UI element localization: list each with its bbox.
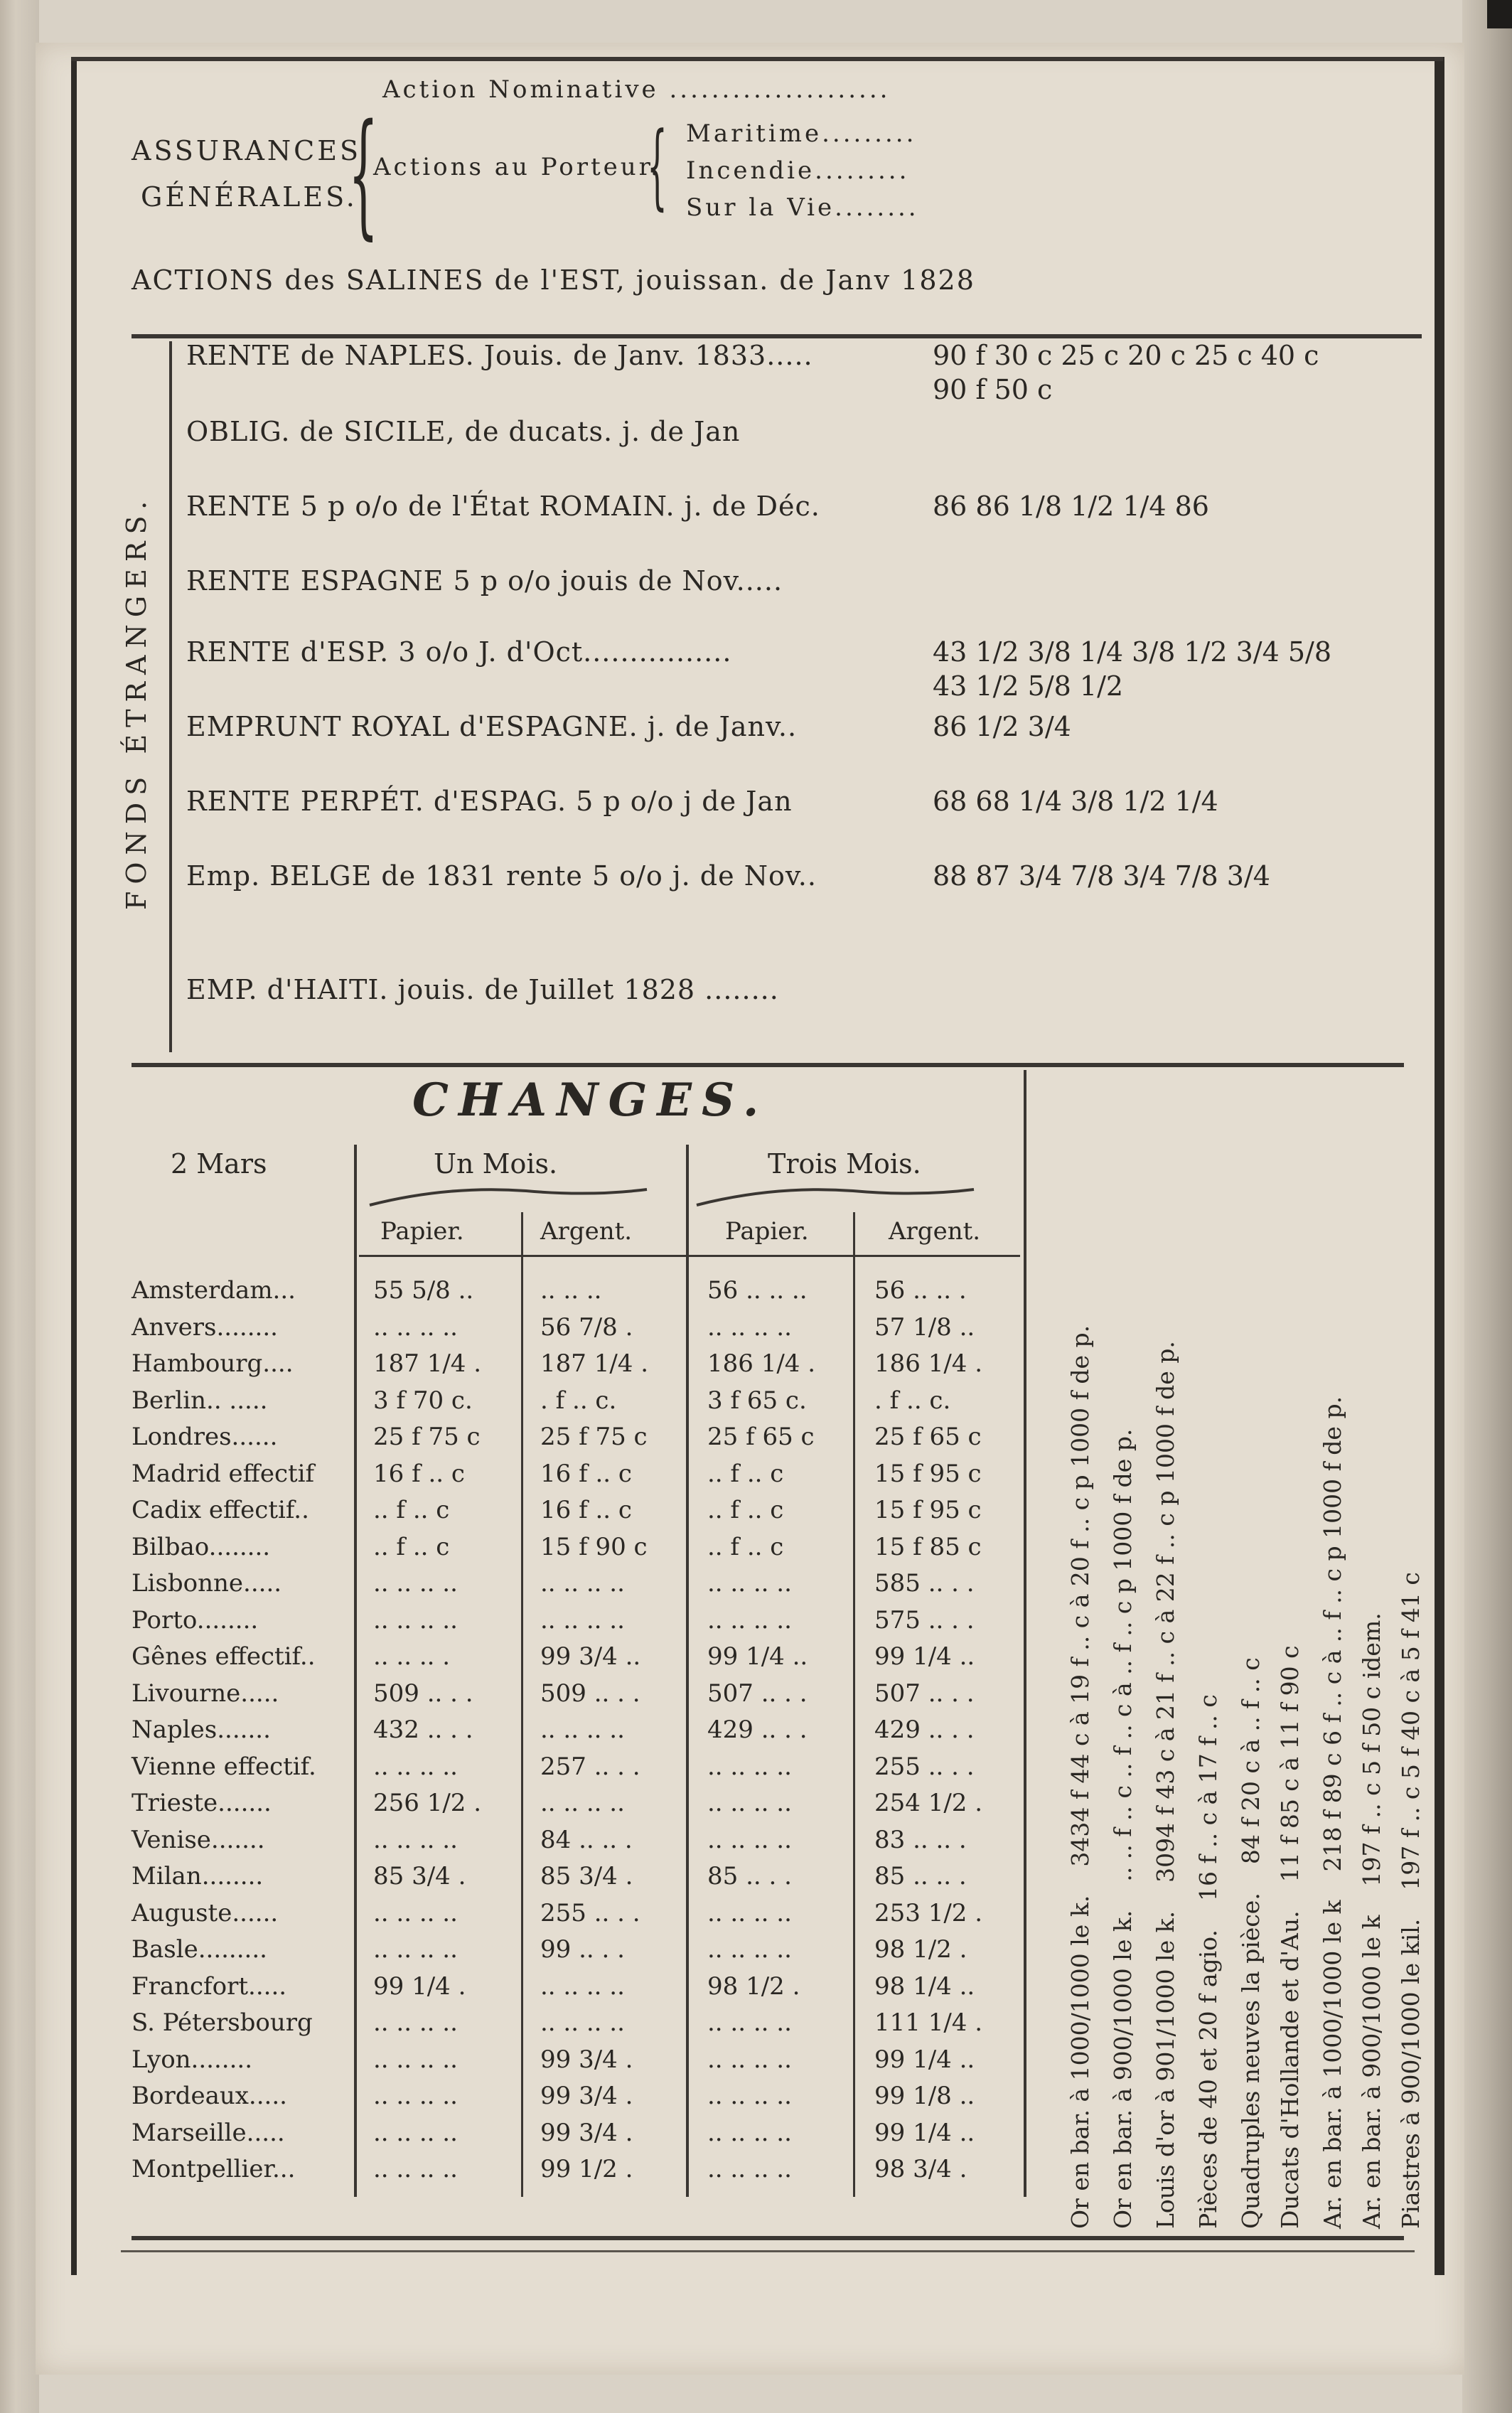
change-row-papier: 509 .. . . xyxy=(373,1679,473,1708)
metal-value: 84 f 20 c à .. f .. c xyxy=(1237,1657,1265,1865)
change-row-papier: 507 .. . . xyxy=(707,1679,808,1708)
change-row-argent: 253 1/2 . xyxy=(874,1899,983,1927)
change-row-argent: 99 1/4 .. xyxy=(874,1642,975,1671)
metal-label: Quadruples neuves la pièce. xyxy=(1237,1893,1265,2229)
fonds-row-values: 86 1/2 3/4 xyxy=(933,711,1071,742)
change-row-papier: .. f .. c xyxy=(373,1496,450,1524)
change-row-city: Anvers........ xyxy=(132,1313,278,1342)
fonds-row-values: 90 f 30 c 25 c 20 c 25 c 40 c xyxy=(933,340,1319,371)
sur-la-vie: Sur la Vie........ xyxy=(686,193,919,222)
change-row-papier: .. f .. c xyxy=(373,1533,450,1561)
change-row-papier: .. .. .. .. xyxy=(707,2045,792,2074)
change-row-argent: .. .. .. .. xyxy=(540,1716,625,1744)
metal-label: Ar. en bar. à 1000/1000 le k xyxy=(1319,1900,1346,2229)
fonds-row-label: RENTE de NAPLES. Jouis. de Janv. 1833..... xyxy=(186,340,813,371)
metal-value: 11 f 85 c à 11 f 90 c xyxy=(1276,1645,1304,1883)
change-row-papier: 187 1/4 . xyxy=(373,1349,482,1378)
trois-mois-header: Trois Mois. xyxy=(768,1148,921,1179)
metal-label: Piastres à 900/1000 le kil. xyxy=(1397,1918,1425,2229)
change-row-argent: 15 f 90 c xyxy=(540,1533,648,1561)
change-row-city: Gênes effectif.. xyxy=(132,1642,316,1671)
change-row-argent: . f .. c. xyxy=(540,1386,617,1415)
change-row-papier: 56 .. .. .. xyxy=(707,1276,808,1305)
metal-value: 197 f .. c 5 f 50 c idem. xyxy=(1358,1612,1385,1887)
change-row-argent: 98 1/2 . xyxy=(874,1935,967,1964)
change-row-argent: 507 .. . . xyxy=(874,1679,975,1708)
col-sep-3 xyxy=(853,1212,855,2197)
change-row-argent: 98 3/4 . xyxy=(874,2155,967,2183)
change-row-papier: .. .. .. .. xyxy=(707,1753,792,1781)
fonds-row-label: RENTE 5 p o/o de l'État ROMAIN. j. de Déc. xyxy=(186,491,820,522)
fonds-row-label: EMPRUNT ROYAL d'ESPAGNE. j. de Janv.. xyxy=(186,711,798,742)
change-row-argent: 99 1/8 .. xyxy=(874,2082,975,2110)
metal-line xyxy=(1109,1429,1137,2229)
change-row-papier: 432 .. . . xyxy=(373,1716,473,1744)
change-row-papier: .. .. .. .. xyxy=(707,1899,792,1927)
metal-label: Or en bar. à 900/1000 le k. xyxy=(1109,1910,1137,2229)
change-row-papier: .. .. .. .. xyxy=(707,1313,792,1342)
change-row-argent: 99 1/4 .. xyxy=(874,2045,975,2074)
metal-line xyxy=(1066,1325,1094,2229)
maritime: Maritime......... xyxy=(686,119,917,148)
change-row-papier: .. f .. c xyxy=(707,1533,784,1561)
change-row-argent: 186 1/4 . xyxy=(874,1349,983,1378)
change-row-papier: .. .. .. .. xyxy=(707,1789,792,1817)
change-row-papier: 256 1/2 . xyxy=(373,1789,482,1817)
change-row-argent: 99 3/4 . xyxy=(540,2119,633,2147)
fonds-row-label: RENTE ESPAGNE 5 p o/o jouis de Nov..... xyxy=(186,565,783,596)
change-row-city: Montpellier... xyxy=(132,2155,296,2183)
change-row-argent: . f .. c. xyxy=(874,1386,951,1415)
change-row-papier: 85 .. . . xyxy=(707,1862,792,1890)
metal-line xyxy=(1358,1612,1385,2229)
change-row-city: Venise....... xyxy=(132,1826,265,1854)
change-row-city: Hambourg.... xyxy=(132,1349,294,1378)
change-row-papier: 429 .. . . xyxy=(707,1716,808,1744)
change-row-argent: 99 1/4 .. xyxy=(874,2119,975,2147)
change-row-papier: 99 1/4 . xyxy=(373,1972,466,2001)
change-row-city: S. Pétersbourg xyxy=(132,2008,313,2037)
col-sep-2 xyxy=(686,1145,689,2197)
metal-value: .. .. f .. c .. f .. c à .. f .. c p 1000 f de p. xyxy=(1109,1428,1137,1882)
change-row-argent: 99 3/4 . xyxy=(540,2082,633,2110)
col-sep-city xyxy=(354,1145,357,2197)
brace-left: { xyxy=(348,95,379,252)
change-row-argent: 254 1/2 . xyxy=(874,1789,983,1817)
rule-bottom-2 xyxy=(121,2250,1415,2252)
change-row-papier: .. .. .. .. xyxy=(373,2008,458,2037)
change-row-argent: .. .. .. .. xyxy=(540,1789,625,1817)
change-row-argent: 575 .. . . xyxy=(874,1606,975,1634)
metal-label: Louis d'or à 901/1000 le k. xyxy=(1152,1910,1179,2229)
change-row-papier: .. .. .. .. xyxy=(373,1826,458,1854)
change-row-papier: .. .. .. .. xyxy=(373,1606,458,1634)
change-row-city: Auguste...... xyxy=(132,1899,279,1927)
change-row-argent: 99 .. . . xyxy=(540,1935,625,1964)
change-row-city: Milan........ xyxy=(132,1862,264,1890)
fonds-row-values: 43 1/2 3/8 1/4 3/8 1/2 3/4 5/8 xyxy=(933,636,1332,668)
changes-title: CHANGES. xyxy=(412,1074,769,1127)
change-row-argent: .. .. .. .. xyxy=(540,1569,625,1598)
change-row-city: Bilbao........ xyxy=(132,1533,271,1561)
change-row-city: Amsterdam... xyxy=(132,1276,296,1305)
change-row-papier: .. f .. c xyxy=(707,1496,784,1524)
fonds-row-values-2: 90 f 50 c xyxy=(933,374,1053,405)
change-row-city: Porto........ xyxy=(132,1606,259,1634)
col-sep-1 xyxy=(521,1212,523,2197)
action-nominative: Action Nominative ..................... xyxy=(382,75,891,104)
fonds-row-label: RENTE d'ESP. 3 o/o J. d'Oct................ xyxy=(186,636,732,668)
change-row-argent: 257 .. . . xyxy=(540,1753,640,1781)
change-row-papier: 3 f 70 c. xyxy=(373,1386,473,1415)
incendie: Incendie......... xyxy=(686,156,910,185)
change-row-papier: 25 f 65 c xyxy=(707,1423,815,1451)
assurances-label-1: ASSURANCES xyxy=(132,135,362,166)
top-rule xyxy=(71,57,1443,61)
change-row-argent: 83 .. .. . xyxy=(874,1826,967,1854)
metal-value: 3434 f 44 c à 19 f .. c à 20 f .. c p 1000 f de p. xyxy=(1066,1325,1094,1867)
change-row-papier: .. .. .. . xyxy=(373,1642,451,1671)
change-row-papier: .. .. .. .. xyxy=(373,2082,458,2110)
change-row-papier: .. .. .. .. xyxy=(707,1569,792,1598)
change-row-papier: .. .. .. .. xyxy=(373,2045,458,2074)
change-row-papier: 16 f .. c xyxy=(373,1460,465,1488)
change-row-argent: 98 1/4 .. xyxy=(874,1972,975,2001)
rule-bottom xyxy=(132,2236,1404,2240)
change-row-papier: .. .. .. .. xyxy=(707,1606,792,1634)
change-row-argent: 15 f 95 c xyxy=(874,1496,982,1524)
change-row-papier: .. .. .. .. xyxy=(707,2008,792,2037)
change-row-papier: .. .. .. .. xyxy=(373,1899,458,1927)
change-row-argent: 25 f 75 c xyxy=(540,1423,648,1451)
change-row-papier: .. .. .. .. xyxy=(373,1753,458,1781)
change-row-city: Lisbonne..... xyxy=(132,1569,282,1598)
rule-changes-top xyxy=(132,1063,1404,1067)
rule-col-header xyxy=(359,1255,1020,1257)
change-row-city: Naples....... xyxy=(132,1716,271,1744)
change-row-argent: 99 1/2 . xyxy=(540,2155,633,2183)
change-row-papier: .. .. .. .. xyxy=(373,1569,458,1598)
change-row-argent: 255 .. . . xyxy=(874,1753,975,1781)
change-row-papier: 55 5/8 .. xyxy=(373,1276,474,1305)
col-argent-1: Argent. xyxy=(540,1217,633,1246)
change-row-city: Basle......... xyxy=(132,1935,267,1964)
metal-value: 16 f .. c à 17 f .. c xyxy=(1194,1694,1222,1902)
change-row-argent: 99 3/4 .. xyxy=(540,1642,641,1671)
change-row-argent: 255 .. . . xyxy=(540,1899,640,1927)
change-row-city: Bordeaux..... xyxy=(132,2082,287,2110)
fonds-etrangers-label: FONDS ÉTRANGERS. xyxy=(121,493,152,910)
change-row-papier: .. .. .. .. xyxy=(707,2119,792,2147)
change-row-argent: 187 1/4 . xyxy=(540,1349,649,1378)
metal-line xyxy=(1237,1657,1265,2229)
fonds-row-label: OBLIG. de SICILE, de ducats. j. de Jan xyxy=(186,416,741,447)
change-row-argent: 16 f .. c xyxy=(540,1496,632,1524)
fonds-row-values: 86 86 1/8 1/2 1/4 86 xyxy=(933,491,1209,522)
change-row-city: Berlin.. ..... xyxy=(132,1386,268,1415)
change-row-city: Trieste....... xyxy=(132,1789,272,1817)
change-row-city: Madrid effectif xyxy=(132,1460,315,1488)
fonds-vertical-rule xyxy=(169,341,172,1052)
metal-label: Ar. en bar. à 900/1000 le k xyxy=(1358,1915,1385,2229)
change-row-argent: 509 .. . . xyxy=(540,1679,640,1708)
change-row-papier: 98 1/2 . xyxy=(707,1972,800,2001)
book-gutter xyxy=(0,0,39,2413)
metal-value: 3094 f 43 c à 21 f .. c à 22 f .. c p 1000 f de p. xyxy=(1152,1341,1179,1883)
change-row-argent: 15 f 85 c xyxy=(874,1533,982,1561)
change-row-papier: .. .. .. .. xyxy=(373,2119,458,2147)
change-row-city: Cadix effectif.. xyxy=(132,1496,309,1524)
metal-line xyxy=(1276,1645,1304,2229)
change-row-city: Lyon........ xyxy=(132,2045,253,2074)
change-row-city: Vienne effectif. xyxy=(132,1753,316,1781)
change-row-argent: .. .. .. .. xyxy=(540,1606,625,1634)
book-spine xyxy=(1462,0,1512,2413)
change-row-argent: 585 .. . . xyxy=(874,1569,975,1598)
change-row-papier: 3 f 65 c. xyxy=(707,1386,807,1415)
change-row-argent: 85 .. .. . xyxy=(874,1862,967,1890)
salines: ACTIONS des SALINES de l'EST, jouissan. de Janv 1828 xyxy=(132,264,975,296)
rule-fonds-top xyxy=(132,334,1422,338)
metal-label: Ducats d'Hollande et d'Au. xyxy=(1276,1910,1304,2229)
change-row-argent: .. .. .. .. xyxy=(540,1972,625,2001)
change-row-papier: .. .. .. .. xyxy=(707,2155,792,2183)
change-row-argent: 85 3/4 . xyxy=(540,1862,633,1890)
fonds-row-values: 88 87 3/4 7/8 3/4 7/8 3/4 xyxy=(933,860,1270,892)
fonds-row-values: 68 68 1/4 3/8 1/2 1/4 xyxy=(933,786,1218,817)
change-row-argent: 56 .. .. . xyxy=(874,1276,967,1305)
change-row-papier: 186 1/4 . xyxy=(707,1349,816,1378)
metal-label: Pièces de 40 et 20 f agio. xyxy=(1194,1930,1222,2229)
change-row-papier: .. .. .. .. xyxy=(373,1313,458,1342)
change-row-argent: 15 f 95 c xyxy=(874,1460,982,1488)
metal-line xyxy=(1319,1396,1346,2229)
change-row-papier: .. .. .. .. xyxy=(373,1935,458,1964)
metal-line xyxy=(1397,1572,1425,2229)
fonds-row-values-2: 43 1/2 5/8 1/2 xyxy=(933,670,1124,702)
change-row-argent: 99 3/4 . xyxy=(540,2045,633,2074)
un-mois-header: Un Mois. xyxy=(434,1148,558,1179)
change-row-city: Marseille..... xyxy=(132,2119,285,2147)
actions-porteur: Actions au Porteur. xyxy=(373,153,661,181)
change-row-papier: 25 f 75 c xyxy=(373,1423,481,1451)
change-row-papier: .. .. .. .. xyxy=(707,1826,792,1854)
change-row-argent: 25 f 65 c xyxy=(874,1423,982,1451)
fonds-row-label: EMP. d'HAITI. jouis. de Juillet 1828 ........ xyxy=(186,974,779,1005)
changes-date: 2 Mars xyxy=(171,1148,267,1179)
metal-line xyxy=(1152,1341,1179,2229)
change-row-papier: 85 3/4 . xyxy=(373,1862,466,1890)
header-swashes xyxy=(363,1184,988,1212)
change-row-argent: .. .. .. .. xyxy=(540,2008,625,2037)
col-papier-3: Papier. xyxy=(725,1217,809,1246)
change-row-argent: 429 .. . . xyxy=(874,1716,975,1744)
col-papier-1: Papier. xyxy=(380,1217,464,1246)
change-row-argent: 84 .. .. . xyxy=(540,1826,633,1854)
brace-right: { xyxy=(647,112,667,220)
metal-value: 197 f .. c 5 f 40 c à 5 f 41 c xyxy=(1397,1572,1425,1890)
fonds-row-label: RENTE PERPÉT. d'ESPAG. 5 p o/o j de Jan xyxy=(186,786,793,817)
change-row-papier: 99 1/4 .. xyxy=(707,1642,808,1671)
spine-shadow xyxy=(1487,0,1512,28)
metal-line xyxy=(1194,1694,1222,2229)
change-row-papier: .. .. .. .. xyxy=(707,1935,792,1964)
fonds-row-label: Emp. BELGE de 1831 rente 5 o/o j. de Nov.. xyxy=(186,860,817,892)
col-sep-4 xyxy=(1024,1070,1026,2197)
col-argent-3: Argent. xyxy=(889,1217,981,1246)
change-row-city: Livourne..... xyxy=(132,1679,279,1708)
change-row-argent: 111 1/4 . xyxy=(874,2008,983,2037)
assurances-label-2: GÉNÉRALES. xyxy=(141,181,358,213)
change-row-argent: 57 1/8 .. xyxy=(874,1313,975,1342)
metal-label: Or en bar. à 1000/1000 le k. xyxy=(1066,1895,1094,2229)
change-row-papier: .. .. .. .. xyxy=(373,2155,458,2183)
change-row-city: Londres...... xyxy=(132,1423,278,1451)
change-row-argent: 16 f .. c xyxy=(540,1460,632,1488)
change-row-papier: .. f .. c xyxy=(707,1460,784,1488)
metal-value: 218 f 89 c 6 f .. c à .. f .. c p 1000 f de p. xyxy=(1319,1396,1346,1872)
change-row-city: Francfort..... xyxy=(132,1972,287,2001)
change-row-argent: 56 7/8 . xyxy=(540,1313,633,1342)
change-row-papier: .. .. .. .. xyxy=(707,2082,792,2110)
change-row-argent: .. .. .. xyxy=(540,1276,602,1305)
